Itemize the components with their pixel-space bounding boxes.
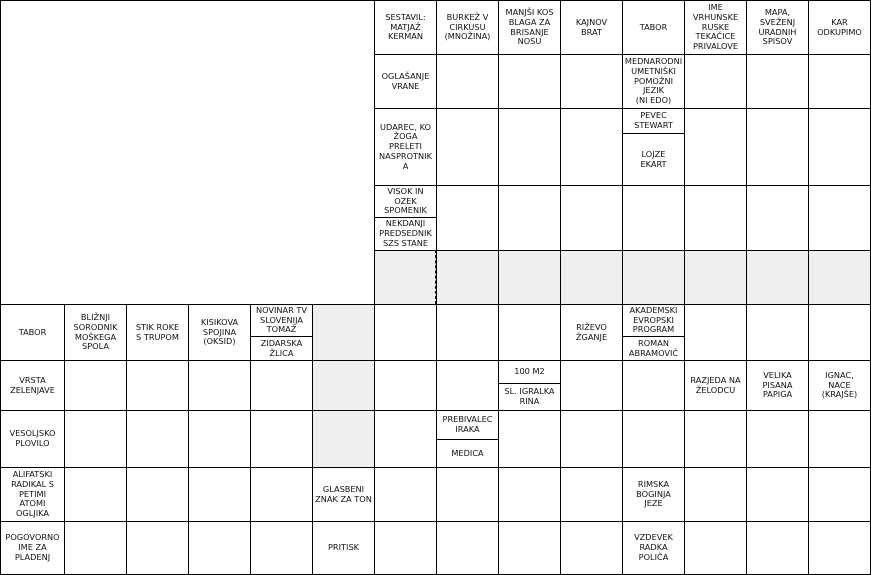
answer-cell[interactable] — [436, 521, 499, 575]
clue-razjeda — [684, 360, 747, 411]
clue-text: PREBIVALEC IRAKA — [442, 414, 493, 434]
clue-sestavil — [374, 0, 437, 55]
answer-cell[interactable] — [188, 360, 251, 411]
answer-cell[interactable] — [64, 360, 127, 411]
clue-rimska — [622, 467, 685, 522]
clue-burkez — [436, 0, 499, 55]
clue-kisikova — [188, 304, 251, 361]
answer-cell[interactable] — [312, 304, 375, 361]
answer-cell[interactable] — [560, 250, 623, 305]
clue-text: VESOLJSKO PLOVILO — [9, 428, 56, 448]
clue-text: ROMAN ABRAMOVIČ — [628, 337, 679, 358]
answer-cell[interactable] — [622, 250, 685, 305]
answer-cell[interactable] — [746, 108, 809, 186]
answer-cell[interactable] — [560, 467, 623, 522]
clue-text: RAZJEDA NA ŽELODCU — [690, 374, 741, 395]
clue-text: MEDNARODNI UMETNIŠKI POMOŽNI JEZIK (NI EDO) — [624, 56, 683, 105]
clue-pevec — [622, 108, 685, 134]
clue-text: RIŽEVO ŽGANJE — [575, 321, 608, 342]
clue-text: LOJZE EKART — [640, 148, 667, 169]
clue-text: SL. IGRALKA RINA — [504, 386, 555, 406]
clue-prebivalec — [436, 410, 499, 440]
answer-cell[interactable] — [746, 467, 809, 522]
answer-cell[interactable] — [560, 360, 623, 411]
answer-cell[interactable] — [498, 108, 561, 186]
clue-text: VRSTA ZELENJAVE — [10, 374, 55, 395]
clue-text: IGNAC, NACE (KRAJŠE) — [821, 369, 858, 400]
answer-cell[interactable] — [498, 410, 561, 468]
clue-visok — [374, 185, 437, 218]
answer-cell[interactable] — [188, 410, 251, 468]
answer-cell[interactable] — [436, 250, 499, 305]
answer-cell[interactable] — [126, 521, 189, 575]
answer-cell[interactable] — [126, 410, 189, 468]
answer-cell[interactable] — [250, 360, 313, 411]
clue-blizni — [64, 304, 127, 361]
clue-vrsta — [0, 360, 65, 411]
answer-cell[interactable] — [746, 185, 809, 251]
clue-text: KAR ODKUPIMO — [817, 16, 862, 37]
clue-text: MANJŠI KOS BLAGA ZA BRISANJE NOSU — [505, 7, 554, 47]
answer-cell[interactable] — [808, 304, 871, 361]
clue-kajnov-brat — [560, 0, 623, 55]
clue-text: MEDICA — [451, 447, 484, 458]
answer-cell[interactable] — [684, 108, 747, 186]
answer-cell[interactable] — [808, 410, 871, 468]
answer-cell[interactable] — [746, 250, 809, 305]
answer-cell[interactable] — [250, 521, 313, 575]
clue-glasbeni — [312, 467, 375, 522]
clue-text: NEKDANJI PREDSEDNIK SZS STANE — [379, 218, 432, 248]
answer-cell[interactable] — [684, 410, 747, 468]
clue-text: SESTAVIL: MATJAŽ KERMAN — [385, 11, 426, 42]
answer-cell[interactable] — [622, 185, 685, 251]
clue-ime-ruske — [684, 0, 747, 55]
clue-zidarska — [250, 336, 313, 361]
answer-cell[interactable] — [188, 521, 251, 575]
answer-cell[interactable] — [684, 54, 747, 109]
answer-cell[interactable] — [560, 108, 623, 186]
clue-vzdevek — [622, 521, 685, 575]
clue-text: AKADEMSKI EVROPSKI PROGRAM — [629, 305, 678, 335]
answer-cell[interactable] — [64, 467, 127, 522]
clue-vesoljsko — [0, 410, 65, 468]
clue-udarec — [374, 108, 437, 186]
answer-cell[interactable] — [560, 54, 623, 109]
clue-manjsi-kos — [498, 0, 561, 55]
clue-text: BLIŽNJI SORODNIK MOŠKEGA SPOLA — [73, 312, 118, 352]
clue-text: OGLAŠANJE VRANE — [381, 70, 430, 91]
clue-text: RIMSKA BOGINJA JEZE — [636, 478, 671, 509]
clue-text: PEVEC STEWART — [634, 110, 673, 130]
answer-cell[interactable] — [436, 467, 499, 522]
clue-oglasanje — [374, 54, 437, 109]
clue-text: PRITISK — [327, 542, 360, 553]
clue-sl-igralka — [498, 383, 561, 411]
clue-medica — [436, 439, 499, 468]
answer-cell[interactable] — [126, 467, 189, 522]
answer-cell[interactable] — [498, 250, 561, 305]
answer-cell[interactable] — [808, 250, 871, 305]
answer-cell[interactable] — [436, 360, 499, 411]
clue-text: NOVINAR TV SLOVENIJA TOMAŽ — [255, 305, 308, 335]
clue-text: UDAREC, KO ŽOGA PRELETI NASPROTNIK A — [379, 121, 432, 171]
answer-cell[interactable] — [498, 467, 561, 522]
clue-tabor-left — [0, 304, 65, 361]
clue-text: BURKEŽ V CIRKUSU (MNOŽINA) — [444, 11, 491, 42]
clue-text: KAJNOV BRAT — [575, 16, 608, 37]
answer-cell[interactable] — [684, 304, 747, 361]
clue-velika — [746, 360, 809, 411]
clue-nekdanji — [374, 217, 437, 251]
answer-cell[interactable] — [746, 410, 809, 468]
clue-text: TABOR — [639, 21, 668, 32]
answer-cell[interactable] — [312, 360, 375, 411]
clue-text: 100 M2 — [514, 366, 545, 377]
answer-cell[interactable] — [374, 467, 437, 522]
clue-novinar — [250, 304, 313, 337]
clue-text: POGOVORNO IME ZA PLADENJ — [5, 532, 60, 562]
answer-cell[interactable] — [374, 304, 437, 361]
answer-cell[interactable] — [808, 521, 871, 575]
answer-cell[interactable] — [64, 410, 127, 468]
answer-cell[interactable] — [436, 54, 499, 109]
clue-stik — [126, 304, 189, 361]
clue-text: ZIDARSKA ŽLICA — [260, 337, 303, 358]
answer-cell[interactable] — [436, 108, 499, 186]
answer-cell[interactable] — [808, 185, 871, 251]
clue-text: VISOK IN OZEK SPOMENIK — [384, 186, 427, 216]
clue-roman — [622, 336, 685, 361]
answer-cell[interactable] — [498, 54, 561, 109]
answer-cell[interactable] — [250, 467, 313, 522]
clue-text: VZDEVEK RADKA POLIČA — [634, 532, 673, 562]
answer-cell[interactable] — [684, 467, 747, 522]
dashed-divider — [435, 250, 436, 304]
clue-mednarodni — [622, 54, 685, 109]
answer-cell[interactable] — [622, 360, 685, 411]
answer-cell[interactable] — [188, 467, 251, 522]
answer-cell[interactable] — [684, 521, 747, 575]
clue-text: KISIKOVA SPOJINA (OKSID) — [200, 316, 239, 347]
image-area[interactable] — [0, 0, 375, 305]
clue-lojze — [622, 133, 685, 186]
answer-cell[interactable] — [436, 304, 499, 361]
clue-text: TABOR — [18, 326, 47, 337]
clue-text: MAPA, SVEŽENJ URADNIH SPISOV — [758, 7, 797, 47]
answer-cell[interactable] — [312, 410, 375, 468]
answer-cell[interactable] — [436, 185, 499, 251]
clue-kar-odkupimo — [808, 0, 871, 55]
answer-cell[interactable] — [622, 410, 685, 468]
answer-cell[interactable] — [560, 521, 623, 575]
answer-cell[interactable] — [498, 521, 561, 575]
clue-text: ALIFATSKI RADIKAL S PETIMI ATOMI OGLJIKA — [11, 469, 54, 518]
answer-cell[interactable] — [684, 250, 747, 305]
answer-cell[interactable] — [684, 185, 747, 251]
answer-cell[interactable] — [746, 54, 809, 109]
clue-rizevo — [560, 304, 623, 361]
answer-cell[interactable] — [808, 108, 871, 186]
clue-text: VELIKA PISANA PAPIGA — [762, 369, 793, 400]
answer-cell[interactable] — [746, 521, 809, 575]
clue-alifatski — [0, 467, 65, 522]
answer-cell[interactable] — [560, 410, 623, 468]
answer-cell[interactable] — [374, 360, 437, 411]
answer-cell[interactable] — [250, 410, 313, 468]
clue-text: STIK ROKE S TRUPOM — [135, 321, 180, 342]
clue-pritisk — [312, 521, 375, 575]
answer-cell[interactable] — [560, 185, 623, 251]
answer-cell[interactable] — [746, 304, 809, 361]
answer-cell[interactable] — [808, 54, 871, 109]
clue-pogovorno — [0, 521, 65, 575]
answer-cell[interactable] — [126, 360, 189, 411]
clue-mapa — [746, 0, 809, 55]
clue-100m2 — [498, 360, 561, 384]
answer-cell[interactable] — [498, 304, 561, 361]
answer-cell[interactable] — [374, 250, 437, 305]
clue-text: IME VRHUNSKE RUSKE TEKAČICE PRIVALOVE — [692, 2, 739, 51]
answer-cell[interactable] — [498, 185, 561, 251]
answer-cell[interactable] — [808, 467, 871, 522]
answer-cell[interactable] — [374, 521, 437, 575]
clue-text: GLASBENI ZNAK ZA TON — [315, 483, 372, 504]
clue-akademski — [622, 304, 685, 337]
clue-tabor-top — [622, 0, 685, 55]
answer-cell[interactable] — [64, 521, 127, 575]
answer-cell[interactable] — [374, 410, 437, 468]
clue-ignac — [808, 360, 871, 411]
